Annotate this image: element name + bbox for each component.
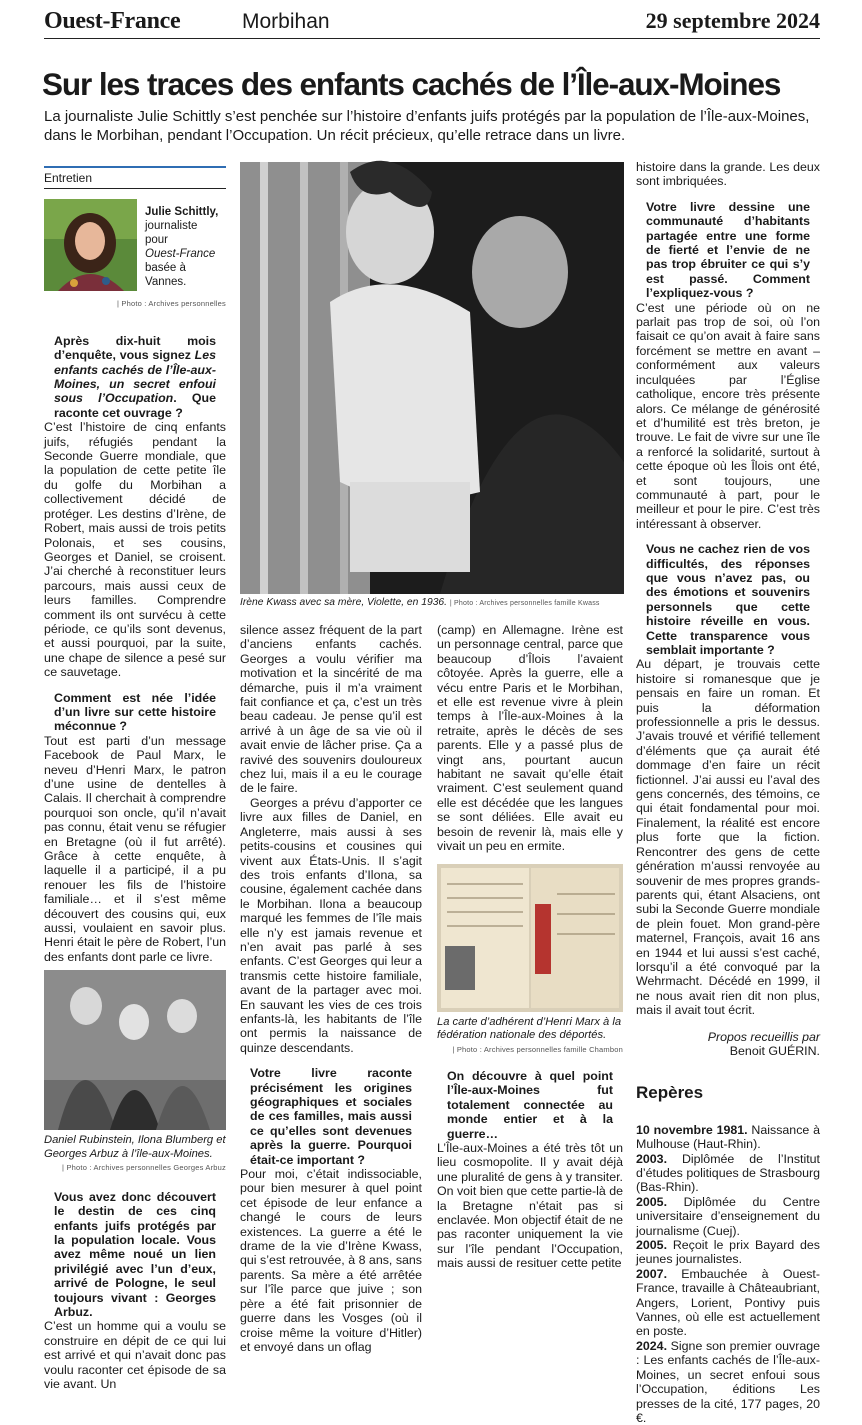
author-info: [145, 199, 226, 291]
author-paper: Ouest-France: [145, 248, 216, 261]
publication-date: 29 septembre 2024: [645, 8, 820, 33]
article-headline: Sur les traces des enfants cachés de l’Île-aux-Moines: [42, 66, 781, 102]
answer-1: C’est l’histoire de cinq enfants juifs, réfugiés pendant la Seconde Guerre mondiale, que la population de cette petite île du golfe du Morbihan a collectivement décidé de protéger. Les destins d’Irène, de Robert, mais aussi de trois petits Polonais, et ses cousins, Georges et Daniel, se croisent. J’ai cherché à reconstituer leurs parcours, mais aussi ceux de leurs familles. Comprendre comment ils ont survécu à cette période, ce qu’ils sont devenus, et aussi pourquoi, par la suite, une chape de silence a pesé sur ce sauvetage.: [44, 420, 226, 680]
reperes-item: 2007. Embauchée à Ouest-France, travaille à Châteaubriant, Angers, Lorient, Pontivy puis Vannes, où elle est actuellement en poste.: [636, 1266, 820, 1339]
interview-label: Entretien: [44, 166, 226, 189]
article-lead: La journaliste Julie Schittly s’est penchée sur l’histoire d’enfants juifs protégés par la population de l’Île-aux-Moines, dans le Morbihan, pendant l’Occupation. Un récit précieux, qu’elle retrace dans un livre.: [44, 108, 810, 144]
author-photo-credit: | Photo : Archives personnelles: [116, 299, 226, 309]
author-place: basée à Vannes.: [145, 262, 187, 289]
membership-card-credit: | Photo : Archives personnelles famille Chambon: [452, 1044, 623, 1054]
column-3: [437, 623, 623, 1271]
reperes-item: 10 novembre 1981. Naissance à Mulhouse (Haut-Rhin).: [636, 1122, 820, 1152]
main-photo-credit: | Photo : Archives personnelles famille Kwass: [449, 600, 600, 607]
signature-line-1: Propos recueillis par: [707, 1029, 820, 1044]
answer-4: Pour moi, c’était indissociable, pour bien mesurer à quel point cet épisode de leur enfance a changé le cours de leurs existences. La guerre a été le drame de la vie d’Irène Kwass, qui s’est retrouvée, à 8 ans, sans parents. Sa mère a été arrêtée sur l’île parce que juive ; son père a été fait prisonnier de guerre dans les Vosges (où il croise même la voiture d’Hitler) et envoyé dans un oflag: [240, 1167, 422, 1354]
column-1: [44, 166, 226, 1391]
membership-card-caption: La carte d’adhérent d’Henri Marx à la fédération nationale des déportés.: [437, 1015, 622, 1041]
answer-5: L’Île-aux-Moines a été très tôt un lieu cosmopolite. Il y avait déjà une pluralité de gens à y transiter. On voit bien que cette partie-là de la Bretagne n’était pas si enclavée. Mon objectif était de ne pas raconter uniquement la vie sur l’île pendant l’Occupation, mais aussi de resituer cette petite: [437, 1140, 623, 1271]
question-4: Votre livre raconte précisément les origines géographiques et sociales de ces familles, mais aussi ce qu’elles sont devenues après la guerre. Pourquoi était-ce important ?: [250, 1066, 412, 1167]
children-photo-credit: | Photo : Archives personnelles Georges Arbuz: [62, 1163, 226, 1173]
answer-5-continued: histoire dans la grande. Les deux sont imbriquées.: [636, 160, 820, 189]
author-box: [44, 199, 226, 291]
main-photo-irene-kwass: [240, 162, 624, 594]
reperes-item: 2005. Reçoit le prix Bayard des jeunes journalistes.: [636, 1238, 820, 1267]
signature-author: Benoit GUÉRIN.: [729, 1043, 820, 1058]
reperes-item: 2005. Diplômée du Centre universitaire d’enseignement du journalisme (Cuej).: [636, 1194, 820, 1238]
answer-2: Tout est parti d’un message Facebook de Paul Marx, le neveu d’Henri Marx, le patron d’une usine de dentelles à Calais. Il cherchait à comprendre pourquoi son oncle, qu’il n’avait pas connu, était venu se réfugier en Bretagne (où il fut arrêté). Grâce à cette enquête, à laquelle il a participé, il a pu renouer les fils de l’histoire familiale… et il s’est même découvert des cousins qui, eux aussi, voulaient en savoir plus. Henri était le père de Robert, l’un des enfants dont parle ce livre.: [44, 733, 226, 964]
author-role: journaliste: [145, 220, 198, 233]
reperes-list: [636, 1123, 820, 1425]
section-region: Morbihan: [242, 10, 330, 33]
reperes-item: 2024. Signe son premier ouvrage : Les enfants cachés de l’Île-aux-Moines, un secret enfoui sous l’Occupation, éditions Les presses de la cité, 177 pages, 20 €.: [636, 1338, 820, 1425]
reperes-item: 2003. Diplômée de l’Institut d’études politiques de Strasbourg (Bas-Rhin).: [636, 1151, 820, 1195]
author-pour: pour: [145, 234, 169, 247]
column-2: [240, 623, 422, 1354]
answer-6: C’est une période où on ne parlait pas trop de soi, où l’on faisait ce qu’on avait à faire sans forcément se mettre en avant – conformément aux valeurs inculquées par l’Église catholique, encore très présente alors. Ce mélange de générosité et d’humilité est très breton, je trouve. Le fait de vivre sur une île a renforcé la solidarité, surtout à cette époque où les Îlois ont été, et sont toujours, une communauté à part, pour le meilleur et pour le pire. C’est très intéressant à observer.: [636, 300, 820, 531]
reperes-title: Repères: [636, 1083, 704, 1103]
question-2: Comment est née l’idée d’un livre sur cette histoire méconnue ?: [54, 690, 216, 734]
question-5: On découvre à quel point l’Île-aux-Moines fut totalement connectée au monde entier et à la guerre…: [447, 1068, 613, 1141]
question-1: Après dix-huit mois d’enquête, vous signez Les enfants cachés de l’Île-aux-Moines, un secret enfoui sous l’Occupation. Que raconte cet ouvrage ?: [54, 333, 217, 420]
author-portrait: [44, 199, 137, 291]
answer-3-part-2: Georges a prévu d’apporter ce livre aux filles de Daniel, en Angleterre, mais aussi à ses petits-cousins et cousines qui vivent aux États-Unis. Il s’agit des trois enfants d’Ilona, sa cousine, également cachée dans le Morbihan. Ilona a beaucoup marqué les femmes de l’île mais elle n’y est jamais revenue et n’en avait pas parlé à ses enfants. C’est Georges qui leur a transmis cette histoire familiale, avant de la partager avec moi. En sauvant les vies de ces trois enfants-là, les habitants de l’île ont permis la naissance de quinze descendants.: [240, 795, 422, 1055]
answer-7: Au départ, je trouvais cette histoire si romanesque que je pensais en faire un roman. Et puis la déformation professionnelle a pris le dessus. J’avais trouvé et vérifié tellement d’éléments que ça aurait été dommage d’en faire un récit fictionnel. J’ai aussi eu l’aval des gens concernés, des témoins, ce qui était fondamental pour moi. Finalement, la réalité est encore plus forte que la fiction. Rencontrer des gens de cette génération m’aussi renvoyée au souvenir de mes propres grands-parents qui, étant Alsaciens, ont subi la Seconde Guerre mondiale de plein fouet. Mon grand-père maternel, François, avait 16 ans en 1944 et lui aussi s’est caché, lorsqu’il a été convoqué par la Wehrmacht. Décédé en 1999, il ne nous avait rien dit non plus, mais il avait tout écrit.: [636, 657, 820, 1018]
answer-3-continued: silence assez fréquent de la part d’anciens enfants cachés. Georges a voulu vérifier ma motivation et la sincérité de ma démarche, puis il m’a vraiment fait confiance et ça, c’est un très beau cadeau. Je pense qu’il est arrivé à un âge de sa vie où il avait envie de lâcher prise. Ça a ravivé des souvenirs douloureux chez lui, mais il a eu le courage de le faire.: [240, 623, 422, 796]
question-7: Vous ne cachez rien de vos difficultés, des réponses que vous n’avez pas, ou des émotions et souvenirs personnels que cette histoire réveille en vous. Cette transparence vous semblait importante ?: [646, 542, 810, 657]
membership-card-photo: [437, 864, 623, 1012]
main-photo-caption-line: [240, 597, 630, 608]
column-4: [636, 160, 820, 1425]
question-6: Votre livre dessine une communauté d’habitants partagée entre une forme de fierté et l’envie de ne pas trop ébruiter ce qui s’y est passé. Comment l’expliquez-vous ?: [646, 199, 810, 301]
masthead: [44, 4, 820, 39]
newspaper-brand: Ouest-France: [44, 8, 181, 34]
children-photo-caption: Daniel Rubinstein, Ilona Blumberg et Georges Arbuz à l’île-aux-Moines.: [44, 1134, 226, 1160]
answer-4-continued: (camp) en Allemagne. Irène est un personnage central, parce que beaucoup d’Îlois l’avaient côtoyée. Après la guerre, elle a vécu entre Paris et le Morbihan, et elle est revenue vivre à plein temps à l’Île-aux-Moines à la retraite, après le décès de ses parents. Elle y a passé plus de vingt ans, pourtant aucun habitant ne savait qu’elle était vraiment. C’est seulement quand elle est décédée que les langues se sont déliées. Elle avait eu besoin de revenir là, mais elle y vivait un peu en ermite.: [437, 623, 623, 854]
answer-3: C’est un homme qui a voulu se construire en dépit de ce qui lui est arrivé et qui n’avait donc pas voulu raconter cet épisode de sa vie avant. Un: [44, 1319, 226, 1391]
main-photo-caption: Irène Kwass avec sa mère, Violette, en 1936.: [240, 597, 448, 608]
children-photo: [44, 970, 226, 1130]
author-name: Julie Schittly,: [145, 206, 219, 219]
question-3: Vous avez donc découvert le destin de ces cinq enfants juifs protégés par la population locale. Vous avez même noué un lien privilégié avec l’un d’eux, arrivé de Pologne, le seul toujours vivant : Georges Arbuz.: [54, 1189, 216, 1319]
